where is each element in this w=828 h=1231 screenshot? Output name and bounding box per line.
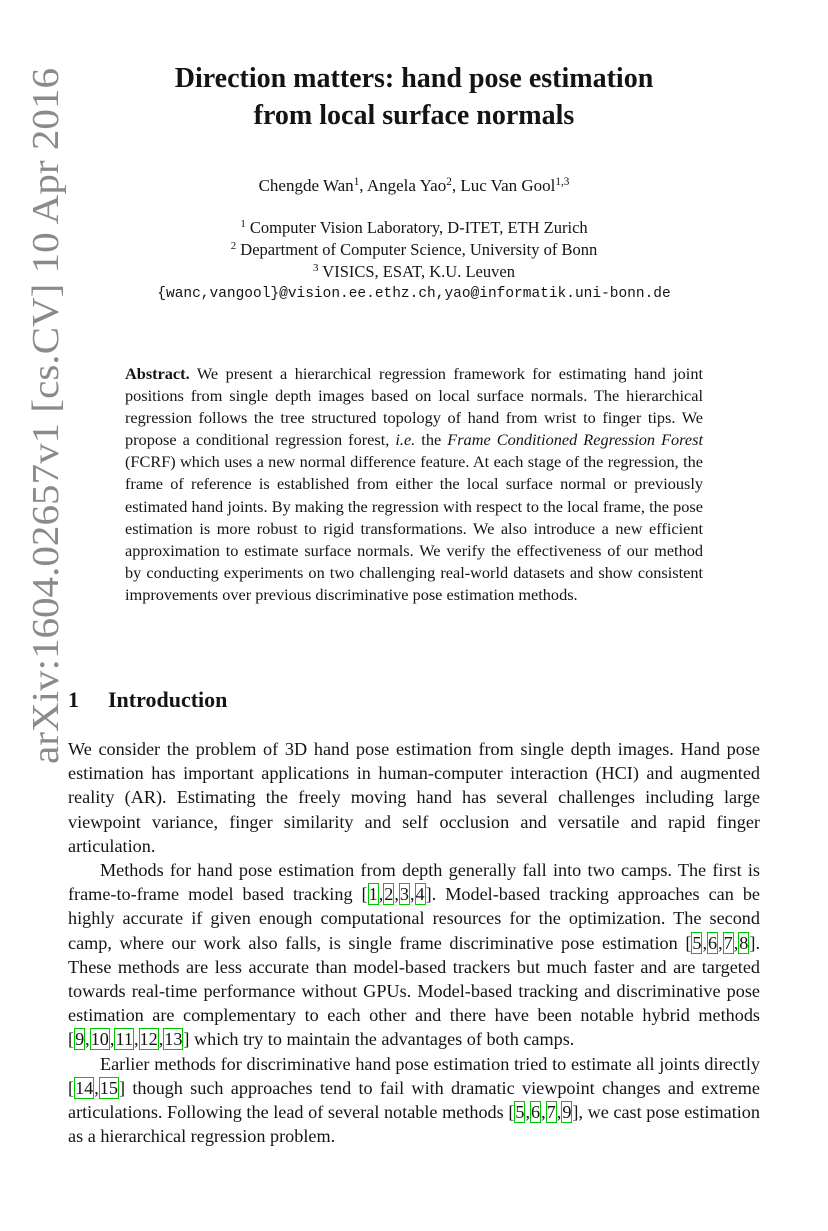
author-name: Angela Yao (366, 176, 447, 195)
affiliation-line (100, 217, 728, 239)
citation-link[interactable]: 11 (115, 1029, 133, 1050)
arxiv-stamp (14, 64, 68, 764)
citation-link[interactable]: 6 (531, 1102, 541, 1123)
author (367, 176, 452, 195)
citation-link[interactable]: 12 (139, 1029, 158, 1050)
abstract-text: the (415, 430, 448, 450)
author-separator: , (359, 176, 367, 195)
affiliation-number: 3 (313, 262, 319, 275)
citation-group: [1,2,3,4] (361, 884, 432, 905)
citation-link[interactable]: 4 (415, 884, 425, 905)
affiliation-line (100, 261, 728, 283)
paragraph-text: though such approaches tend to fail with dramatic viewpoint changes and extreme articulations. Following the lead of several notable methods (68, 1077, 760, 1123)
author-emails: {wanc,vangool}@vision.ee.ethz.ch,yao@informatik.uni-bonn.de (157, 286, 671, 302)
introduction-body (68, 737, 760, 1148)
abstract-paragraph (125, 363, 703, 606)
citation-link[interactable]: 15 (99, 1077, 118, 1098)
author-affiliation-mark: 2 (446, 175, 452, 188)
author-affiliation-mark: 1 (353, 175, 360, 188)
citation-group: [5,6,7,9] (508, 1102, 579, 1123)
abstract-method-name: Frame Conditioned Regression Forest (447, 430, 703, 450)
section-number: 1 (68, 687, 79, 712)
author-affiliation-mark: 1,3 (555, 175, 570, 188)
citation-group: [14,15] (68, 1077, 126, 1098)
abstract-text: (FCRF) which uses a new normal difference feature. At each stage of the regression, the frame of reference is established from either the local surface normal or previously estimated hand joints. By making the regression with respect to the local frame, the pose estimation is more robust to rigid transformations. We also introduce a new efficient approximation to estimate surface normals. We verify the effectiveness of our method by conducting experiments on two challenging real-world datasets and show consistent improvements over previous discriminative pose estimation methods. (125, 452, 703, 604)
citation-link[interactable]: 8 (739, 932, 749, 953)
affiliation-text: VISICS, ESAT, K.U. Leuven (322, 262, 515, 281)
paragraph-text: We consider the problem of 3D hand pose estimation from single depth images. Hand pose estimation has important applications in human-computer interaction (HCI) and augmented reality (AR). Estimating the freely moving hand has several challenges including large viewpoint variance, finger similarity and self occlusion and versatile and rapid finger articulation. (68, 739, 760, 856)
affiliation-number: 2 (230, 240, 237, 253)
citation-link[interactable]: 13 (164, 1029, 183, 1050)
abstract-label: Abstract. (125, 364, 190, 383)
citation-link[interactable]: 7 (546, 1102, 556, 1123)
paragraph-text: . Model-based tracking approaches can be highly accurate if given enough computational resources for the optimization. The second camp, where our work also falls, is single frame discriminative pose estimation (68, 884, 760, 953)
body-paragraph (68, 1052, 760, 1149)
author (259, 176, 360, 195)
citation-link[interactable]: 14 (75, 1077, 94, 1098)
paper-title (100, 60, 728, 134)
citation-link[interactable]: 3 (399, 884, 409, 905)
body-paragraph (68, 858, 760, 1052)
citation-group: [9,10,11,12,13] (68, 1029, 190, 1050)
citation-link[interactable]: 9 (562, 1102, 572, 1123)
citation-link[interactable]: 1 (368, 884, 378, 905)
citation-link[interactable]: 5 (515, 1102, 525, 1123)
affiliation-block (100, 217, 728, 305)
affiliation-number: 1 (240, 218, 246, 231)
citation-link[interactable]: 6 (708, 932, 718, 953)
title-line-1: Direction matters: hand pose estimation (174, 63, 654, 94)
paragraph-text: . These methods are less accurate than model-based trackers but much faster and are targeted towards real-time performance without GPUs. Model-based tracking and discriminative pose estimation are complementary to each other and there have been notable hybrid methods (68, 932, 760, 1026)
affiliation-text: Department of Computer Science, University of Bonn (240, 240, 598, 259)
author-name: Luc Van Gool (460, 176, 556, 195)
arxiv-stamp-text: arXiv:1604.02657v1 [cs.CV] 10 Apr 2016 (25, 120, 67, 764)
arxiv-stamp-graphic (14, 64, 68, 764)
body-paragraph (68, 737, 760, 858)
author-separator: , (451, 176, 461, 195)
author-list (100, 174, 728, 198)
section-title: Introduction (108, 687, 228, 712)
citation-group: [5,6,7,8] (685, 932, 756, 953)
citation-link[interactable]: 10 (90, 1029, 109, 1050)
paragraph-text: Methods for hand pose estimation from depth generally fall into two camps. The first is frame-to-frame model based tracking (68, 860, 760, 905)
abstract-ie: i.e. (395, 430, 416, 450)
title-line-2: from local surface normals (253, 100, 575, 131)
citation-link[interactable]: 5 (692, 932, 702, 953)
author (460, 176, 569, 195)
paragraph-text: Earlier methods for discriminative hand pose estimation tried to estimate all joints directly (100, 1053, 760, 1074)
paragraph-text: , we cast pose estimation as a hierarchical regression problem. (68, 1102, 760, 1147)
paragraph-text: which try to maintain the advantages of both camps. (189, 1029, 575, 1050)
citation-link[interactable]: 2 (384, 884, 394, 905)
citation-link[interactable]: 7 (723, 932, 733, 953)
author-name: Chengde Wan (258, 176, 354, 195)
section-heading (68, 685, 227, 715)
abstract-text: We present a hierarchical regression framework for estimating hand joint positions from single depth images based on local surface normals. The hierarchical regression follows the tree structured topology of hand from wrist to finger tips. We propose a conditional regression forest, (125, 364, 703, 450)
citation-link[interactable]: 9 (75, 1029, 85, 1050)
affiliation-text: Computer Vision Laboratory, D-ITET, ETH Zurich (249, 218, 588, 237)
affiliation-line (100, 239, 728, 261)
abstract (125, 363, 703, 606)
